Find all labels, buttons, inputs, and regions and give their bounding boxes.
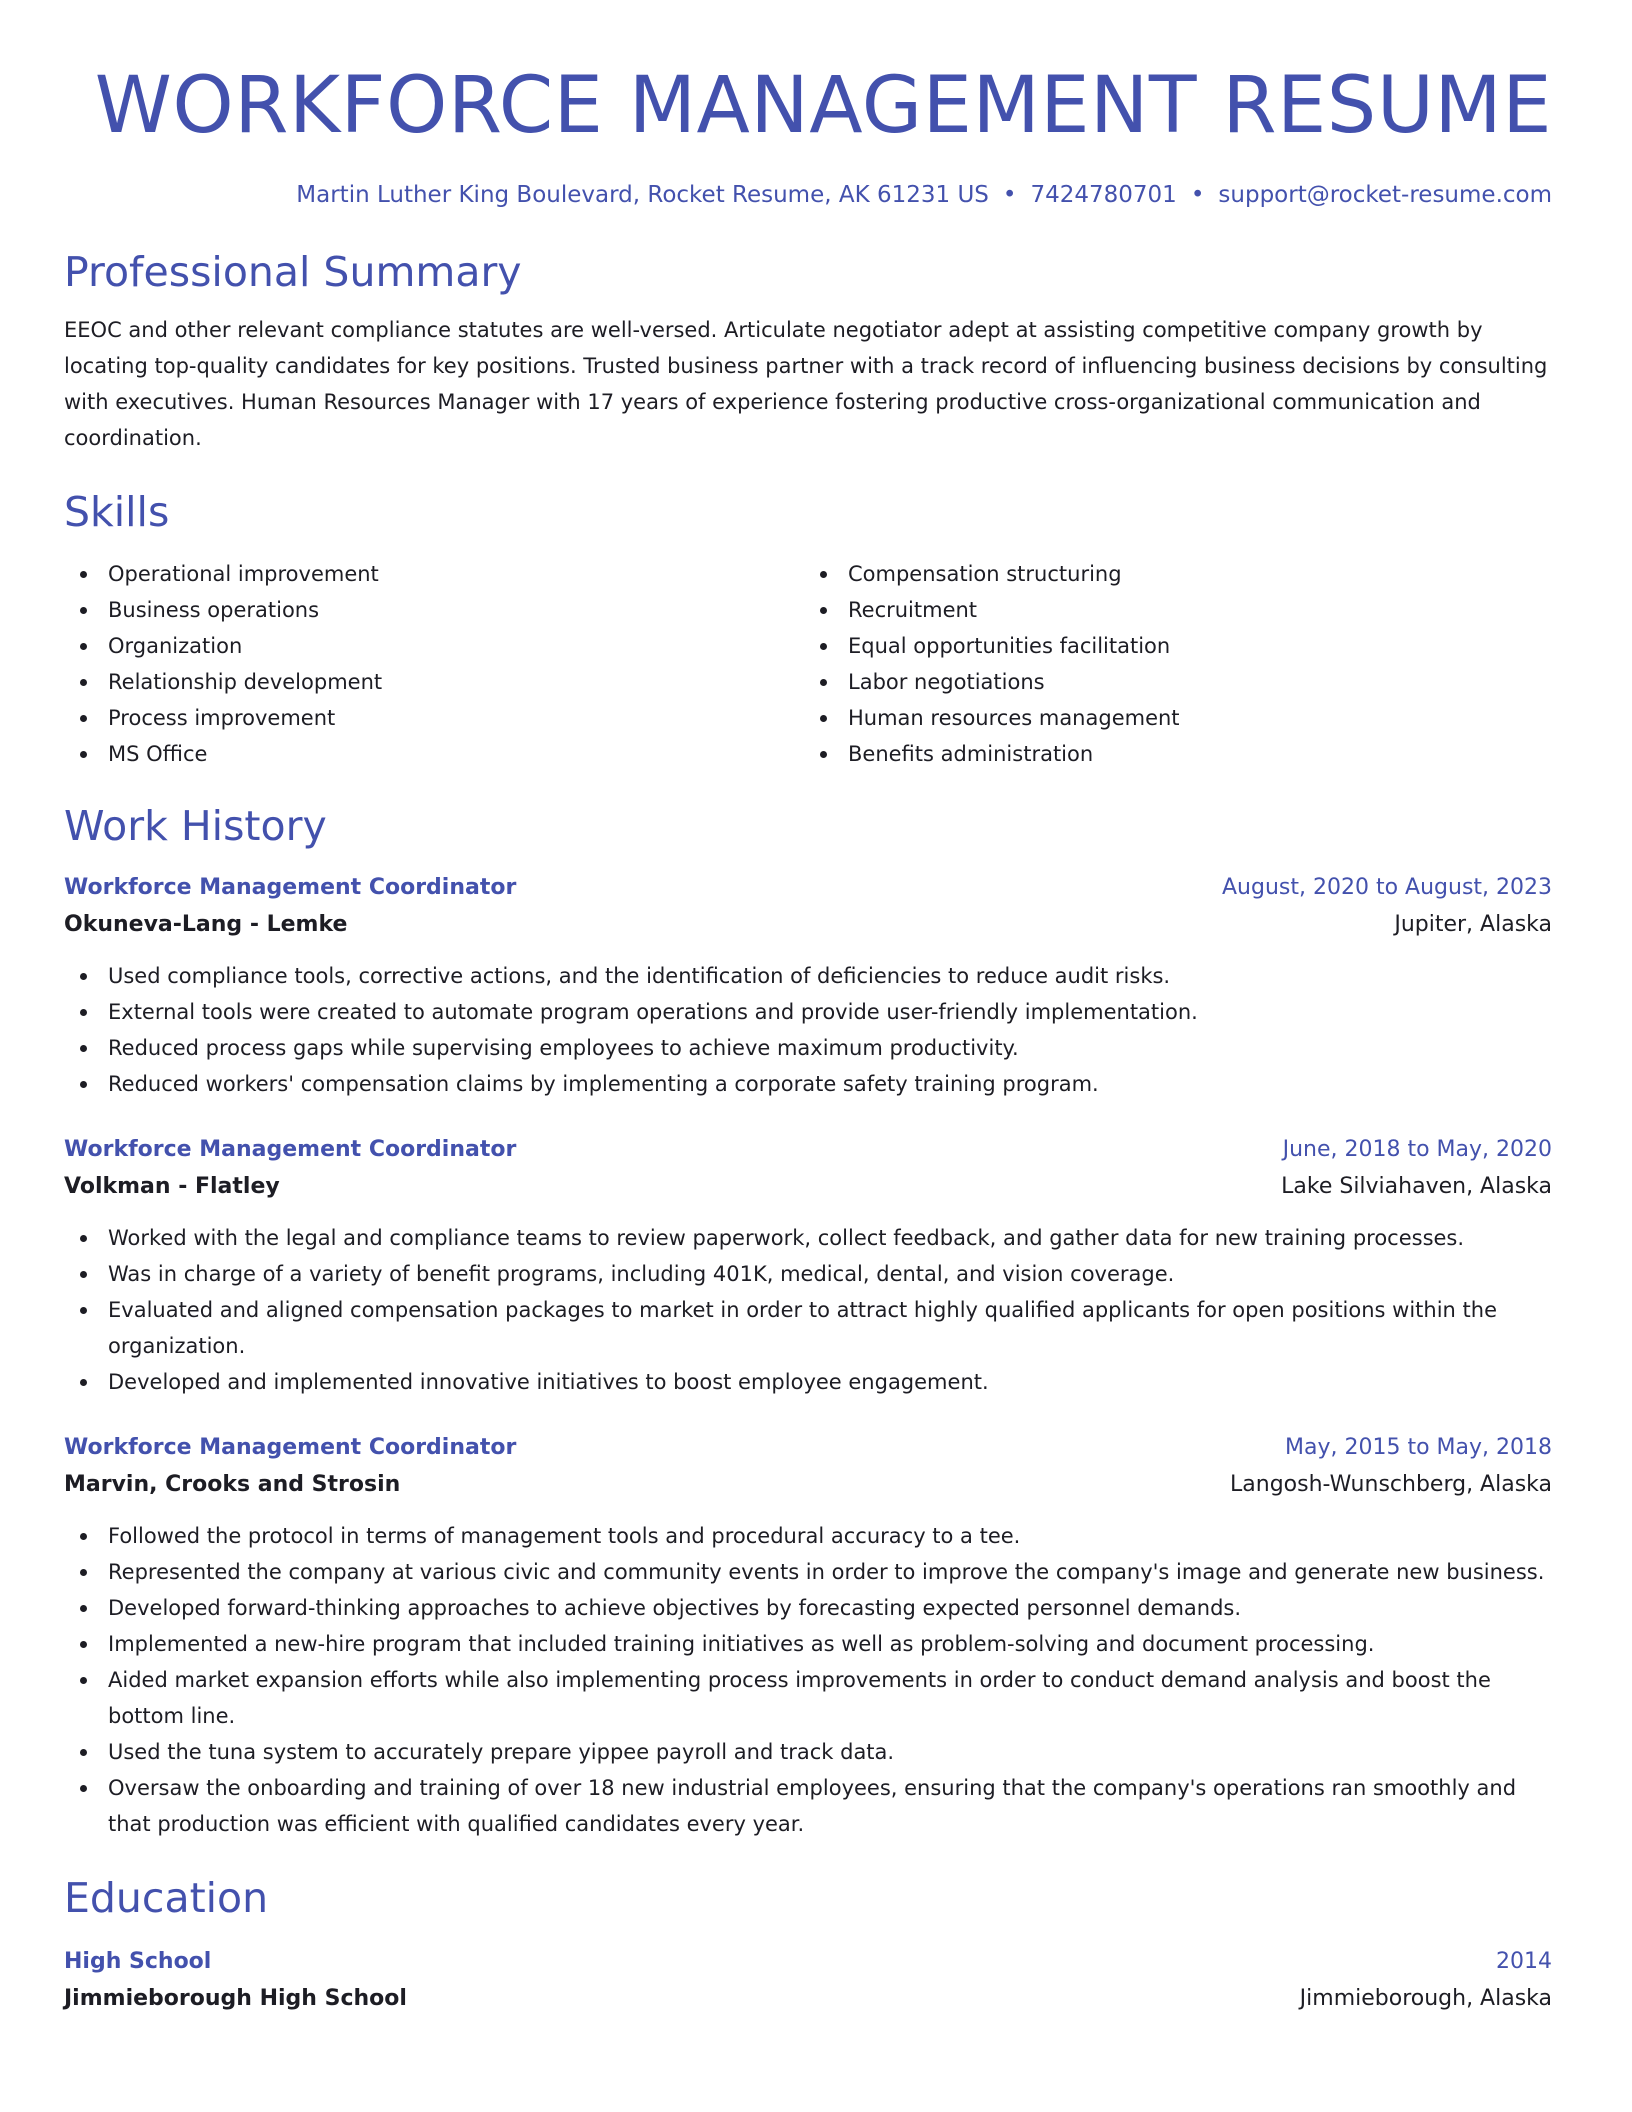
skills-grid <box>64 556 1552 772</box>
job-bullets <box>64 958 1552 1102</box>
job-dates: August, 2020 to August, 2023 <box>1222 875 1552 900</box>
resume-title: WORKFORCE MANAGEMENT RESUME <box>94 61 1552 151</box>
skill-item: Equal opportunities facilitation <box>804 628 1544 664</box>
job-header-row <box>64 870 1552 906</box>
contact-separator: • <box>1190 182 1205 208</box>
education-entry <box>64 1944 1552 2018</box>
job-bullets <box>64 1220 1552 1400</box>
job-company: Volkman - Flatley <box>64 1174 280 1199</box>
job-bullet: Used compliance tools, corrective actions, and the identification of deficiencies to reduce audit risks. <box>64 958 1552 994</box>
skill-item: Compensation structuring <box>804 556 1544 592</box>
job-dates: June, 2018 to May, 2020 <box>1282 1137 1552 1162</box>
education-school-row <box>64 1980 1552 2018</box>
job-bullet: Developed and implemented innovative initiatives to boost employee engagement. <box>64 1364 1552 1400</box>
job-bullet: Aided market expansion efforts while also implementing process improvements in order to conduct demand analysis and boost the bottom line. <box>64 1662 1552 1734</box>
contact-address: Martin Luther King Boulevard, Rocket Resume, AK 61231 US <box>296 182 989 208</box>
contact-phone: 7424780701 <box>1030 182 1177 208</box>
skill-item: Organization <box>64 628 804 664</box>
skill-item: Process improvement <box>64 700 804 736</box>
skill-item: Benefits administration <box>804 736 1544 772</box>
job-company-row <box>64 1168 1552 1206</box>
job-entry <box>64 1132 1552 1400</box>
job-location: Jupiter, Alaska <box>1394 912 1552 937</box>
job-bullet: Followed the protocol in terms of management tools and procedural accuracy to a tee. <box>64 1518 1552 1554</box>
skill-item: Recruitment <box>804 592 1544 628</box>
job-dates: May, 2015 to May, 2018 <box>1285 1435 1552 1460</box>
education-heading: Education <box>64 1874 269 1922</box>
skill-item: Labor negotiations <box>804 664 1544 700</box>
skill-item: Relationship development <box>64 664 804 700</box>
contact-email: support@rocket-resume.com <box>1218 182 1552 208</box>
contact-separator: • <box>1002 182 1017 208</box>
job-title: Workforce Management Coordinator <box>64 875 517 900</box>
job-bullet: Used the tuna system to accurately prepare yippee payroll and track data. <box>64 1734 1552 1770</box>
education-degree: High School <box>64 1949 212 1974</box>
skills-column-left <box>64 556 804 772</box>
skill-item: MS Office <box>64 736 804 772</box>
job-bullet: Represented the company at various civic and community events in order to improve the company's image and generate new business. <box>64 1554 1552 1590</box>
job-entry <box>64 1430 1552 1842</box>
job-bullet: External tools were created to automate program operations and provide user-friendly implementation. <box>64 994 1552 1030</box>
skill-item: Business operations <box>64 592 804 628</box>
skills-heading: Skills <box>64 488 170 536</box>
education-year: 2014 <box>1496 1949 1552 1974</box>
job-company-row <box>64 1466 1552 1504</box>
job-company-row <box>64 906 1552 944</box>
job-bullet: Oversaw the onboarding and training of over 18 new industrial employees, ensuring that the company's operations ran smoothly and that production was efficient with qualified candidates every year. <box>64 1770 1552 1842</box>
skill-item: Operational improvement <box>64 556 804 592</box>
work-history-heading: Work History <box>64 802 327 850</box>
job-bullet: Implemented a new-hire program that included training initiatives as well as problem-solving and document processing. <box>64 1626 1552 1662</box>
job-bullet: Evaluated and aligned compensation packages to market in order to attract highly qualified applicants for open positions within the organization. <box>64 1292 1552 1364</box>
summary-text: EEOC and other relevant compliance statutes are well-versed. Articulate negotiator adept at assisting competitive company growth by locating top-quality candidates for key positions. Trusted business partner with a track record of influencing business decisions by consulting with executives. Human Resources Manager with 17 years of experience fostering productive cross-organizational communication and coordination. <box>64 318 1548 450</box>
job-company: Okuneva-Lang - Lemke <box>64 912 348 937</box>
job-bullet: Reduced workers' compensation claims by implementing a corporate safety training program. <box>64 1066 1552 1102</box>
job-location: Lake Silviahaven, Alaska <box>1281 1174 1552 1199</box>
skills-column-right <box>804 556 1544 772</box>
job-bullet: Developed forward-thinking approaches to achieve objectives by forecasting expected personnel demands. <box>64 1590 1552 1626</box>
education-header-row <box>64 1944 1552 1980</box>
job-bullet: Worked with the legal and compliance teams to review paperwork, collect feedback, and gather data for new training processes. <box>64 1220 1552 1256</box>
job-bullet: Reduced process gaps while supervising employees to achieve maximum productivity. <box>64 1030 1552 1066</box>
job-bullet: Was in charge of a variety of benefit programs, including 401K, medical, dental, and vision coverage. <box>64 1256 1552 1292</box>
job-bullets <box>64 1518 1552 1842</box>
job-entry <box>64 870 1552 1102</box>
skill-item: Human resources management <box>804 700 1544 736</box>
education-school: Jimmieborough High School <box>64 1986 407 2011</box>
job-header-row <box>64 1132 1552 1168</box>
job-title: Workforce Management Coordinator <box>64 1137 517 1162</box>
summary-heading: Professional Summary <box>64 248 522 296</box>
job-company: Marvin, Crooks and Strosin <box>64 1472 401 1497</box>
job-title: Workforce Management Coordinator <box>64 1435 517 1460</box>
contact-line <box>64 180 1552 210</box>
education-location: Jimmieborough, Alaska <box>1299 1986 1552 2011</box>
job-header-row <box>64 1430 1552 1466</box>
job-location: Langosh-Wunschberg, Alaska <box>1230 1472 1552 1497</box>
